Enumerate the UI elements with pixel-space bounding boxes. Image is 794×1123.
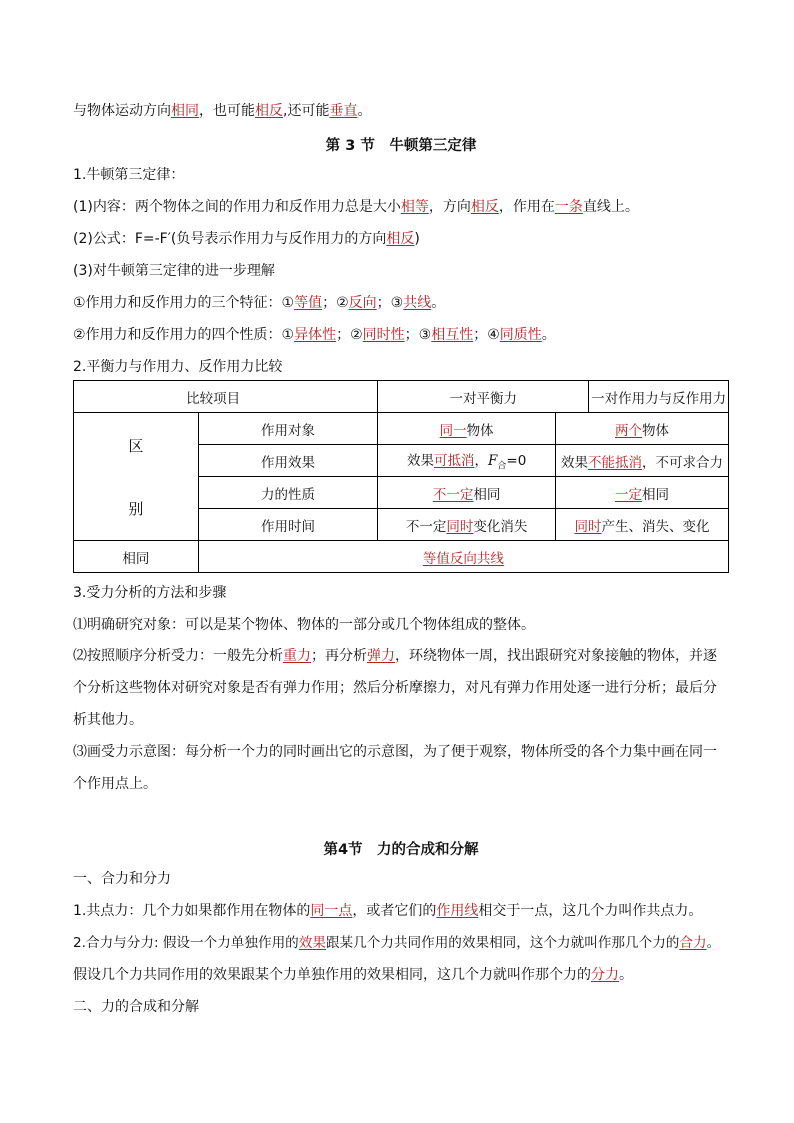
s3-line-4: (3)对牛顿第三定律的进一步理解 xyxy=(73,263,275,279)
analysis-line-2: ⑴明确研究对象：可以是某个物体、物体的一部分或几个物体组成的整体。 xyxy=(73,617,535,633)
section-3-title: 第 3 节 牛顿第三定律 xyxy=(325,138,477,154)
table-header-row xyxy=(74,381,729,413)
row-label: 力的性质 xyxy=(198,477,378,509)
s3-line-5: ①作用力和反作用力的三个特征：①等值；②反向；③共线。 xyxy=(73,295,446,311)
s3-line-7: 2.平衡力与作用力、反作用力比较 xyxy=(73,359,283,375)
analysis-line-3: ⑵按照顺序分析受力：一般先分析重力；再分析弹力，环绕物体一周，找出跟研究对象接触的物体，并逐个分析这些物体对研究对象是否有弹力作用；然后分析摩擦力，对凡有弹力作用处逐一进行分析；最后分析其他力。 xyxy=(73,648,717,728)
table-row: 作用效果 效果可抵消，$F_合=0$ 效果不能抵消，不可求合力 xyxy=(74,445,729,477)
s3-line-1: 1.牛顿第三定律： xyxy=(73,167,185,183)
diff-label-cell: 区 别 xyxy=(74,413,199,541)
header-item: 比较项目 xyxy=(74,381,378,413)
row-label: 作用对象 xyxy=(198,413,378,445)
s3-line-6: ②作用力和反作用力的四个性质：①异体性；②同时性；③相互性；④同质性。 xyxy=(73,327,556,343)
row-label: 作用效果 xyxy=(198,445,378,477)
table-row xyxy=(74,541,729,573)
analysis-line-4: ⑶画受力示意图：每分析一个力的同时画出它的示意图，为了便于观察，物体所受的各个力集中画在同一个作用点上。 xyxy=(73,744,717,792)
analysis-line-1: 3.受力分析的方法和步骤 xyxy=(73,585,227,601)
table-row: 作用时间 不一定同时变化消失 同时产生、消失、变化 xyxy=(74,509,729,541)
s4-line-5: 二、力的合成和分解 xyxy=(73,999,199,1015)
s3-line-3: (2)公式：F=-F′(负号表示作用力与反作用力的方向相反) xyxy=(73,231,420,247)
section-4-title: 第4节 力的合成和分解 xyxy=(323,842,479,858)
comparison-table xyxy=(73,380,729,573)
intro-line: 与物体运动方向相同，也可能相反,还可能垂直。 xyxy=(73,103,372,119)
same-label: 相同 xyxy=(74,541,199,573)
header-action: 一对作用力与反作用力 xyxy=(591,390,727,407)
table-row: 区 别 作用对象 同一物体 两个物体 xyxy=(74,413,729,445)
s4-line-3: 2.合力与分力: 假设一个力单独作用的效果跟某几个力共同作用的效果相同，这个力就叫作那几个力的合力。 xyxy=(73,935,721,951)
s4-line-1: 一、合力和分力 xyxy=(73,871,171,887)
table-row: 力的性质 不一定相同 一定相同 xyxy=(74,477,729,509)
same-value: 等值反向共线 xyxy=(422,550,504,567)
row-label: 作用时间 xyxy=(198,509,378,541)
s4-line-4: 假设几个力共同作用的效果跟某个力单独作用的效果相同，这几个力就叫作那个力的分力。 xyxy=(73,967,633,983)
s4-line-2: 1.共点力：几个力如果都作用在物体的同一点，或者它们的作用线相交于一点，这几个力叫作共点力。 xyxy=(73,903,703,919)
header-balance: 一对平衡力 xyxy=(378,381,589,412)
s3-line-2: (1)内容：两个物体之间的作用力和反作用力总是大小相等，方向相反，作用在一条直线上。 xyxy=(73,199,639,215)
